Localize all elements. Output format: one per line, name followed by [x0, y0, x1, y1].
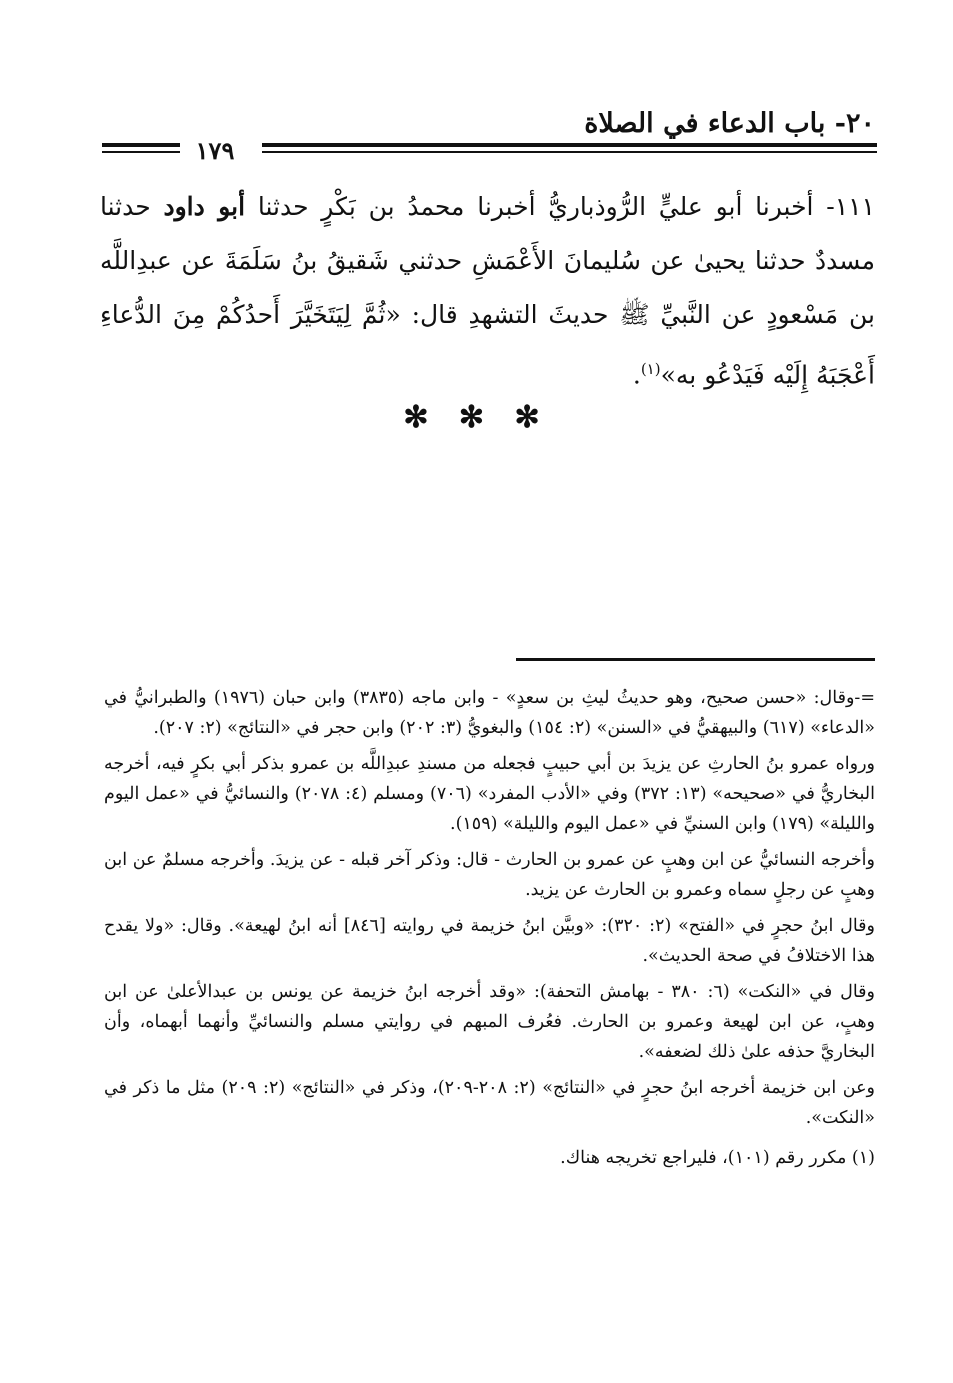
hadith-chain-part-2: حدثنا مسددٌ حدثنا يحيىٰ عن سُليمانَ الأَعْمَشِ حدثني شَقيقُ بنُ سَلَمَةَ عن عبدِاللَّه بن مَسْعودٍ عن النَّبيِّ ﷺ حديثَ التشهدِ قال: «ثُمَّ لِيَتَخَيَّرَ أَحدُكُمْ مِنَ الدُّعاءِ أَعْجَبَهُ إِلَيْه فَيَدْعُو به»	[100, 192, 875, 390]
section-separator: ✻ ✻ ✻	[403, 400, 550, 435]
page-number: ١٧٩	[195, 136, 235, 165]
hadith-end: .	[632, 360, 641, 390]
footnote-1: (١) مكرر رقم (١٠١)، فليراجع تخريجه هناك.	[560, 1148, 875, 1168]
header-rule-left-top	[102, 143, 180, 147]
chapter-title: ٢٠- باب الدعاء في الصلاة	[584, 108, 875, 139]
footnote-paragraph: وقال ابنُ حجرٍ في «الفتح» (٢: ٣٢٠): «وبيَّن ابنُ خزيمة في روايته [٨٤٦] أنه ابنُ لهيعة». وقال: «ولا يقدح هذا الاختلافُ في صحة الحديث».	[104, 916, 875, 966]
footnote-paragraph: وأخرجه النسائيُّ عن ابن وهبٍ عن عمرو بن الحارث - قال: وذكر آخر قبله - عن يزيدَ. وأخرجه مسلمٌ عن ابن وهبٍ عن رجلٍ سماه وعمرو بن الحارث عن يزيد.	[104, 850, 875, 900]
footnotes	[104, 683, 875, 1179]
footnote-paragraph: =-وقال: «حسن صحيح، وهو حديثُ ليثِ بن سعدٍ» - وابن ماجه (٣٨٣٥) وابن حبان (١٩٧٦) والطبرانيُّ في «الدعاء» (٦١٧) والبيهقيُّ في «السنن» (٢: ١٥٤) والبغويُّ (٣: ٢٠٢) وابن حجر في «النتائج» (٢: ٢٠٧).	[104, 688, 875, 738]
header-rule-right-bottom	[262, 151, 877, 153]
header-rule-right-top	[262, 143, 877, 147]
narrator-name: أبو داود	[163, 192, 246, 221]
footnote-paragraph: وقال في «النكت» (٦: ٣٨٠ - بهامش التحفة): «وقد أخرجه ابنُ خزيمة عن يونس بن عبدالأعلىٰ عن ابن وهبٍ، عن ابن لهيعة وعمرو بن الحارث. فعُرف المبهم في روايتي مسلم والنسائيِّ وأنهما أبهماه، وأن البخاريَّ حذفه علىٰ ذلك لضعفه».	[104, 982, 875, 1062]
hadith-number: ١١١-	[813, 192, 875, 221]
header-rule-left-bottom	[102, 151, 180, 153]
footnote-paragraph: ورواه عمرو بنُ الحارثِ عن يزيدَ بن أبي حبيبٍ فجعله من مسندِ عبدِاللَّه بن عمرو بذكر أبي بكرٍ فيه، أخرجه البخاريُّ في «صحيحه» (١٣: ٣٧٢) وفي «الأدب المفرد» (٧٠٦) ومسلم (٤: ٢٠٧٨) والنسائيُّ في «عمل اليوم والليلة» (١٧٩) وابن السنيِّ في «عمل اليوم والليلة» (١٥٩).	[104, 754, 875, 834]
footnote-paragraph: وعن ابن خزيمة أخرجه ابنُ حجرٍ في «النتائج» (٢: ٢٠٨-٢٠٩)، وذكر في «النتائج» (٢: ٢٠٩) مثل ما ذكر في «النكت».	[104, 1078, 876, 1128]
hadith-text	[100, 180, 875, 402]
footnote-rule	[516, 658, 875, 661]
footnote-ref: (١)	[640, 360, 661, 378]
hadith-chain-part-1: أخبرنا أبو عليٍّ الرُّوذباريُّ أخبرنا محمدُ بن بَكْرٍ حدثنا	[245, 192, 814, 221]
